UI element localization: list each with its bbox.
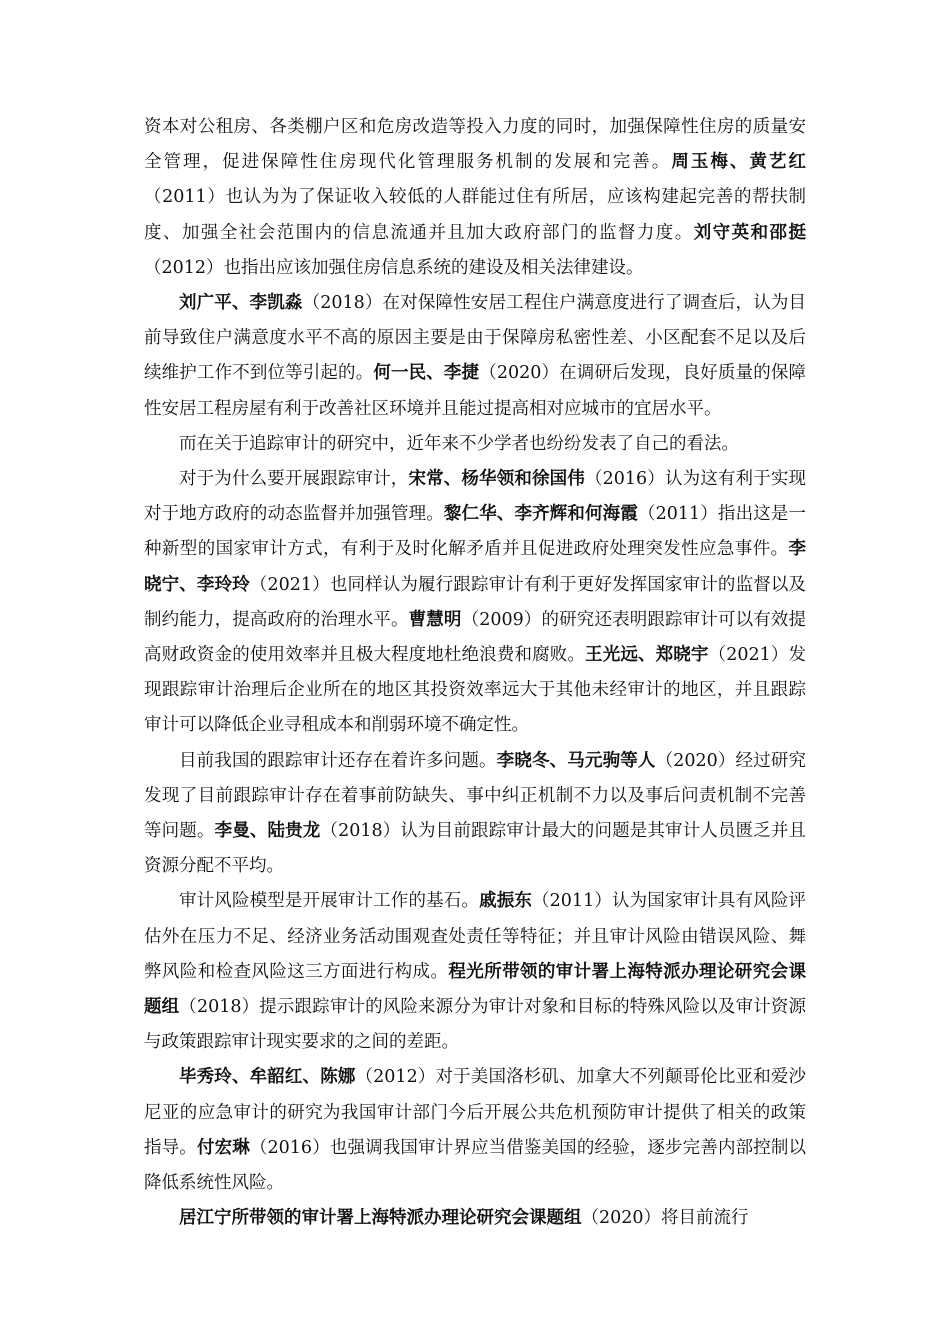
body-text: （2018）提示跟踪审计的风险来源分为审计对象和目标的特殊风险以及审计资源与政策跟踪审计现实要求的之间的差距。 <box>144 997 807 1053</box>
author-citation: 曹慧明 <box>408 609 462 630</box>
body-text: （2011）指出这是一种新型的国家审计方式，有利于及时化解矛盾并且促进政府处理突发性应急事件。 <box>144 504 806 560</box>
body-text: （2011）也认为为了保证收入较低的人群能过住有所居，应该构建起完善的帮扶制度、加强全社会范围内的信息流通并且加大政府部门的监督力度。 <box>144 187 806 243</box>
body-text: （2012）也指出应该加强住房信息系统的建设及相关法律建设。 <box>144 257 644 278</box>
author-citation: 宋常、杨华领和徐国伟 <box>408 469 585 490</box>
body-text: 目前我国的跟踪审计还存在着许多问题。 <box>179 750 497 771</box>
body-text: （2012）对于美国洛杉矶、加拿大不列颠哥伦比亚和爱沙尼亚的应急审计的研究为我国审计部门今后开展公共危机预防审计提供了相关的政策指导。 <box>144 1067 807 1158</box>
paragraph <box>144 462 806 744</box>
paragraph <box>144 744 806 885</box>
author-citation: 李曼、陆贵龙 <box>214 821 321 842</box>
paragraph <box>144 110 806 286</box>
paragraph <box>144 286 806 427</box>
body-text: （2020）经过研究发现了目前跟踪审计存在着事前防缺失、事中纠正机制不力以及事后问责机制不完善等问题。 <box>144 750 806 842</box>
document-page <box>144 110 806 1237</box>
author-citation: 何一民、李捷 <box>373 363 480 384</box>
author-citation: 戚振东 <box>479 891 533 912</box>
author-citation: 毕秀玲、牟韶红、陈娜 <box>179 1067 356 1088</box>
paragraph <box>144 1060 806 1201</box>
author-citation: 刘广平、李凯淼 <box>179 293 303 314</box>
body-text: （2009）的研究还表明跟踪审计可以有效提高财政资金的使用效率并且极大程度地杜绝浪费和腐败。 <box>144 609 807 666</box>
author-citation: 周玉梅、黄艺红 <box>671 152 807 173</box>
author-citation: 李晓宁、李玲玲 <box>144 539 806 595</box>
paragraph <box>144 884 806 1060</box>
author-citation: 刘守英和邵挺 <box>693 222 806 243</box>
body-text: （2016）也强调我国审计界应当借鉴美国的经验，逐步完善内部控制以降低系统性风险。 <box>144 1137 807 1194</box>
author-citation: 王光远、郑晓宇 <box>585 645 709 666</box>
body-text: （2018）认为目前跟踪审计最大的问题是其审计人员匮乏并且资源分配不平均。 <box>144 821 807 877</box>
body-text: （2011）认为国家审计具有风险评估外在压力不足、经济业务活动围观查处责任等特征；并且审计风险由错误风险、舞弊风险和检查风险这三方面进行构成。 <box>144 891 807 982</box>
author-citation: 居江宁所带领的审计署上海特派办理论研究会课题组 <box>179 1208 582 1229</box>
body-text: （2021）发现跟踪审计治理后企业所在的地区其投资效率远大于其他未经审计的地区，并且跟踪审计可以降低企业寻租成本和削弱环境不确定性。 <box>144 645 807 736</box>
body-text: （2016）认为这有利于实现对于地方政府的动态监督并加强管理。 <box>144 469 807 525</box>
body-text: （2020）在调研后发现，良好质量的保障性安居工程房屋有利于改善社区环境并且能过提高相对应城市的宜居水平。 <box>144 363 807 419</box>
body-text: 审计风险模型是开展审计工作的基石。 <box>179 891 480 912</box>
body-text: 而在关于追踪审计的研究中，近年来不少学者也纷纷发表了自己的看法。 <box>179 433 739 454</box>
body-text: （2018）在对保障性安居工程住户满意度进行了调查后，认为目前导致住户满意度水平不高的原因主要是由于保障房私密性差、小区配套不足以及后续维护工作不到位等引起的。 <box>144 293 806 384</box>
body-text: 对于为什么要开展跟踪审计， <box>179 469 409 490</box>
author-citation: 黎仁华、李齐辉和何海霞 <box>443 504 638 525</box>
author-citation: 付宏琳 <box>196 1137 250 1158</box>
author-citation: 程光所带领的审计署上海特派办理论研究会课题组 <box>144 961 807 1018</box>
body-text: 资本对公租房、各类棚户区和危房改造等投入力度的同时，加强保障性住房的质量安全管理，促进保障性住房现代化管理服务机制的发展和完善。 <box>144 117 806 173</box>
author-citation: 李晓冬、马元驹等人 <box>496 750 656 771</box>
body-text: （2021）也同样认为履行跟踪审计有利于更好发挥国家审计的监督以及制约能力，提高政府的治理水平。 <box>144 574 806 630</box>
paragraph <box>144 1201 806 1236</box>
body-text: （2020）将目前流行 <box>581 1208 749 1229</box>
paragraph <box>144 427 806 462</box>
